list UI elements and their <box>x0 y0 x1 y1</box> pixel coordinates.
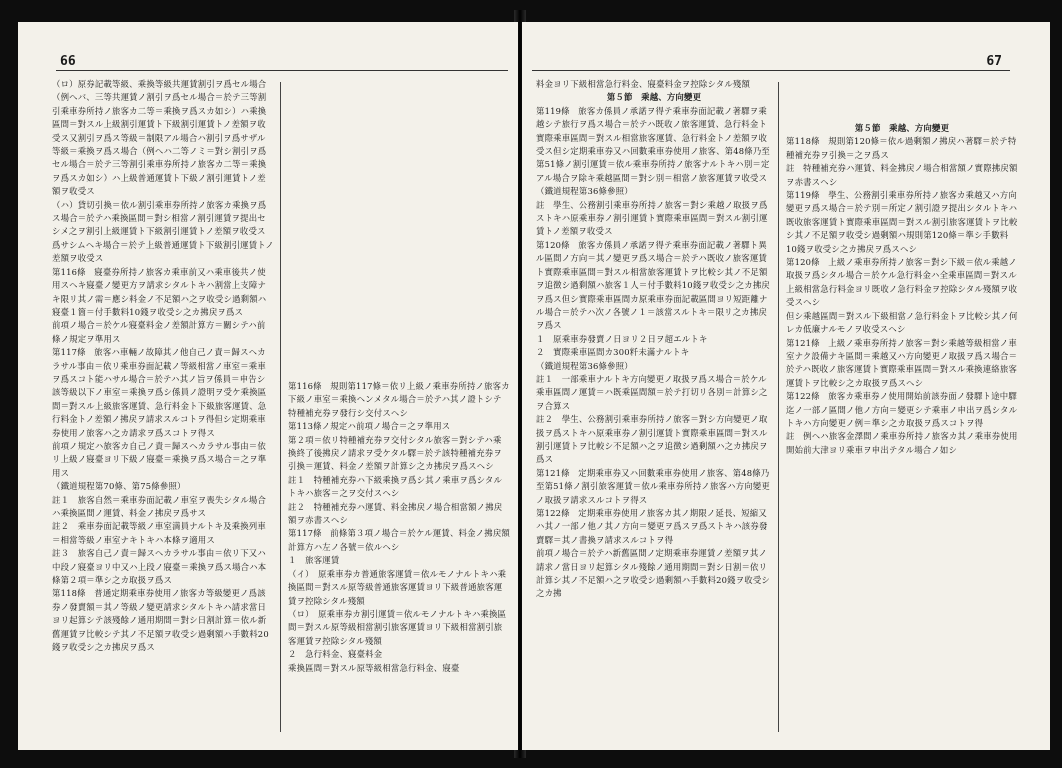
page-number: 67 <box>986 54 1002 69</box>
text-paragraph: 註１ 旅客自然＝乘車券面記載ノ車室ヲ喪失シタル場合ハ乘換區間ノ運賃、料金ノ拂戻ヲ爲サス <box>52 494 267 518</box>
text-paragraph: （鐵道規程第36條參照） <box>536 186 633 197</box>
text-paragraph: 第119條 學生、公務割引乘車券所持ノ旅客カ乘越又ハ方向變更ヲ爲ス場合＝於テ別＝所定ノ割引證ヲ提出シタルトキハ既收旅客運賃ト實際乘車區間＝對スル割引旅客運賃トヲ比較シ其ノ不足額ヲ收受シ過剰額ハ規則第120條＝準シ手數料10錢ヲ收受シ之カ拂戻ヲ爲スヘシ <box>786 190 1018 254</box>
text-paragraph: （ハ）貸切引換＝依ル割引乘車券所持ノ旅客カ乘換ヲ爲ス場合＝於テハ乘換區間＝對シ相當ノ割引運賃ヲ提出セシメ之ヲ割引上級運賃ト下級割引運賃トノ差額ヲ收受ス爲サシムヘキ場合＝於テ上級普通運賃ト下級割引運賃トノ差額ヲ收受ス <box>52 199 274 264</box>
section-heading: 第５節 乘越、方向變更 <box>606 92 702 103</box>
text-paragraph: 第117條 前條第３項ノ場合＝於ケル運賃、料金ノ拂戻額計算方ハ左ノ各號＝依ルヘシ <box>288 528 510 552</box>
text-paragraph: 第122條 定期乘車券使用ノ旅客カ其ノ期限ノ延長、短縮又ハ其ノ一部ノ他ノ其ノ方向＝變更ヲ爲スヲ爲ストキハ該券發賣驛＝其ノ書換ヲ請求スルコトヲ得 <box>536 508 768 545</box>
text-paragraph: 註１ 一部乘車ナルトキ方向變更ノ取扱ヲ爲ス場合＝於ケル乘車區間ノ運賃＝ハ既乘區間額＝於テ打切リ各別＝計算シ之ヲ合算ス <box>536 373 768 411</box>
right-column-a <box>536 78 772 601</box>
text-paragraph: 前項ノ場合＝於ケル寢臺料金ノ差額計算方＝關シテハ前條ノ規定ヲ準用ス <box>52 320 266 344</box>
text-paragraph: 料金ヨリ下級相當急行料金、寢臺料金ヲ控除シタル殘額 <box>536 79 751 89</box>
text-paragraph: 第116條 寢臺券所持ノ旅客カ乘車前又ハ乘車後共ノ使用スヘキ寢臺ノ變更方ヲ請求シタルトキハ割當上支障ナキ限リ其ノ需＝應シ料金ノ不足額ハ之ヲ收受シ過剩額ハ寢臺１箇＝付手數料10錢ヲ收受シ之カ拂戻ヲ爲ス <box>52 266 267 317</box>
text-paragraph: 註 學生、公務割引乘車券所持ノ旅客＝對シ乘越ノ取扱ヲ爲ストキハ原乘車券ノ割引運賃ト實際乘車區間＝對スル割引運賃トノ差額ヲ收受ス <box>536 199 768 237</box>
right-page <box>522 22 1050 750</box>
text-paragraph: １ 原乘車券發賣ノ日ヨリ２日ヲ超エルトキ <box>536 333 708 344</box>
text-paragraph: 第118條 規則第120條＝依ル過剰額ノ拂戻ハ著驛＝於テ特種補充券ヲ引換＝之ヲ爲ス <box>786 136 1017 160</box>
text-paragraph: 第120條 旅客カ係員ノ承諾ヲ得テ乘車券面記載ノ著驛ト異ル區間ノ方向＝其ノ變更ヲ爲ス場合＝於テハ既收ノ旅客運賃ト實際乘車區間＝對スル相當旅客運賃トヲ比較シ其ノ不足額ヲ追徴シ過剩額ハ旅客１人＝付手數料10錢ヲ收受シ之カ拂戻ヲ爲ス但シ實際乘車區間カ原乘車券面記載區間ヨリ短距離ナル場合＝於テハ次ノ各號ノ１＝該當スルトキ＝限リ之カ拂戻ヲ爲ス <box>536 239 771 331</box>
text-paragraph: 註３ 旅客自己ノ責＝歸スヘカラサル事由＝依リ下又ハ中段ノ寢臺ヨリ中又ハ上段ノ寢臺＝乘換ヲ爲ス場合ハ本條第２項＝準シ之カ取扱ヲ爲ス <box>52 548 267 586</box>
text-paragraph: 但シ乘越區間＝對スル下級相當ノ急行料金トヲ比較シ其ノ何レカ低廉ナルモノヲ收受スヘシ <box>786 310 1018 335</box>
text-paragraph: 乘換區間＝對スル原等級相當急行料金、寢臺 <box>288 662 460 673</box>
left-page <box>18 22 518 750</box>
column-divider <box>280 82 281 732</box>
text-paragraph: ２ 急行料金、寢臺料金 <box>288 649 383 660</box>
right-column-b <box>786 122 1018 457</box>
text-paragraph: 第113條ノ規定ハ前項ノ場合＝之ヲ準用ス <box>288 421 451 432</box>
text-paragraph: （鐵道規程第36條參照） <box>536 360 633 371</box>
text-paragraph: 註１ 特種補充券ハ下級乘換ヲ爲シ其ノ乘車ヲ爲シタルトキハ旅客＝之ヲ交付スヘシ <box>288 474 503 499</box>
section-heading: 第５節 乘越、方向變更 <box>854 123 950 133</box>
text-paragraph: 註２ 特種補充券ハ運賃、料金拂戻ノ場合相當額ノ拂戻額ヲ赤書スヘシ <box>288 501 503 526</box>
text-paragraph: （イ） 原乘車券カ普通旅客運賃＝依ルモノナルトキハ乘換區間＝對スル原等級普通旅客運賃ヨリ下級普通旅客運賃ヲ控除シタル殘額 <box>288 568 507 606</box>
text-paragraph: 註 例ヘハ旅客金澤間ノ乘車券所持ノ旅客カ其ノ乘車券使用開始前大津ヨリ乘車ヲ申出テタル場合ノ如シ <box>786 431 1018 455</box>
text-paragraph: 註２ 乘車券面記載等級ノ車室満員ナルトキ及乘換列車＝相當等級ノ車室ナキトキハ本條ヲ適用ス <box>52 521 266 545</box>
text-paragraph: ２ 實際乘車區間カ300粁未滿ナルトキ <box>536 347 690 358</box>
text-paragraph: （ロ）原券記載等級、乘換等級共運賃割引ヲ爲セル場合（例へバ、三等共運賃ノ割引ヲ爲セル場合＝於テ三等割引乘車券所持ノ旅客カ二等＝乘換ヲ爲スカ如シ）ハ乘換區間＝對スル上級割引運賃ト下級割引運賃トノ差額ヲ收受ス又割引ヲ爲ス等級＝制限アル場合ハ割引ヲ爲サザル等級＝乘換ヲ爲ス場合（例へハ二等ノミ＝對シ割引ヲ爲セル場合＝於テ三等割引乘車券所持ノ旅客カ二等＝乘換ヲ爲スカ如シ）ハ上級普通運賃ト下級ノ割引運賃トノ差額ヲ收受ス <box>52 79 267 197</box>
text-paragraph: 第119條 旅客カ係員ノ承諾ヲ得テ乘車券面記載ノ著驛ヲ乘越シテ旅行ヲ爲ス場合＝於テハ既收ノ旅客運賃、急行料金ト實際乘車區間＝對スル相當旅客運賃、急行料金トノ差額ヲ收受ス但シ定期乘車券又ハ回數乘車券使用ノ旅客、第48條乃至第51條ノ割引運賃＝依ル乘車券所持ノ旅客ナルトキハ別＝定アル場合ヲ除キ乘越區間＝對シ別＝相當ノ旅客運賃ヲ收受ス <box>536 105 771 183</box>
text-paragraph: （ロ） 原乘車券カ割引運賃＝依ルモノナルトキハ乘換區間＝對スル原等級相當割引旅客運賃ヨリ下級相當割引旅客運賃ヲ控除シタル殘額 <box>288 608 507 646</box>
text-paragraph: 註 特種補充券ハ運賃、料金拂戻ノ場合相當額ノ實際拂戻額ヲ赤書スヘシ <box>786 163 1018 187</box>
left-column-a <box>52 78 274 654</box>
text-paragraph: 第121條 上級ノ乘車券所持ノ旅客＝對シ乘越等級相當ノ車室ナク設備ナキ區間＝乘越又ハ方向變更ノ取扱ヲ爲ス場合＝於テハ既收ノ旅客運賃ト實際乘車區間＝對スル乘換連絡旅客運賃トヲ比較シ之カ取扱ヲ爲スヘシ <box>786 337 1018 388</box>
text-paragraph: 第116條 規則第117條＝依リ上級ノ乘車券所持ノ旅客カ下級ノ車室＝乘換ヘンメタル場合＝於テハ其ノ證トシテ特種補充券ヲ發行シ交付スヘシ <box>288 381 510 418</box>
text-paragraph: 第117條 旅客ハ車輛ノ故障其ノ他自己ノ責＝歸スヘカラサル事由＝依リ乘車券面記載ノ等級相當ノ車室＝乘車ヲ爲スコト能ハサル場合＝於テハ其ノ旨ヲ係員＝申告シ該等級以下ノ車室＝乘換ヲ爲シ係員ノ證明ヲ受ケ乘換區間＝對スル上級旅客運賃、急行料金ト下級旅客運賃、急行料金トノ差額ノ拂戻ヲ請求スルコトヲ得但シ定期乘車券使用ノ旅客ハ之カ請求ヲ爲スコトヲ得ス <box>52 347 267 438</box>
text-paragraph: （鐵道規程第70條、第75條參照） <box>52 481 186 492</box>
text-paragraph: 前項ノ場合＝於テハ新舊區間ノ定期乘車券運賃ノ差額ヲ其ノ請求ノ當日ヨリ起算シタル殘餘ノ通用期間＝對シ日割＝依リ計算シ其ノ不足額ハ之ヲ收受シ過剰額ハ手數料20錢ヲ收受シ之カ拂 <box>536 548 771 599</box>
header-rule <box>56 70 508 71</box>
text-paragraph: １ 旅客運賃 <box>288 555 340 566</box>
text-paragraph: 第２項＝依リ特種補充券ヲ交付シタル旅客＝對シテハ乘換終了後拂戻ノ請求ヲ受ケタル驛＝於テ該特種補充券ヲ引換＝運賃、料金ノ差額ヲ計算シ之カ拂戻ヲ爲スヘシ <box>288 434 502 472</box>
text-paragraph: 前項ノ規定ハ旅客カ自己ノ責＝歸スヘカラサル事由＝依リ上級ノ寢臺ヨリ下級ノ寢臺＝乘換ヲ爲ス場合＝之ヲ準用ス <box>52 440 267 478</box>
column-divider <box>778 82 779 732</box>
text-paragraph: 第120條 上級ノ乘車券所持ノ旅客＝對シ下級＝依ル乘越ノ取扱ヲ爲シタル場合＝於ケル急行料金ハ全乘車區間＝對スル上級相當急行料金ヨリ既收ノ急行料金ヲ控除シタル殘額ヲ收受スヘシ <box>786 257 1018 308</box>
header-rule <box>532 70 1010 71</box>
page-number: 66 <box>60 54 76 69</box>
left-column-b <box>288 380 510 675</box>
text-paragraph: 第118條 普通定期乘車券使用ノ旅客カ等級變更ノ爲該券ノ發賣額＝其ノ等級ノ變更請求シタルトキハ請求當日ヨリ起算シテ該殘餘ノ通用期間＝對シ日割計算＝依ル新舊運賃ヲ比較シテ其ノ不足額ヲ收受シ過剰額ハ手數料20錢ヲ收受シ之カ拂戻ヲ爲ス <box>52 588 269 653</box>
text-paragraph: 第121條 定期乘車券又ハ回數乘車券使用ノ旅客、第48條乃至第51條ノ割引旅客運賃＝依ル乘車券所持ノ旅客ハ方向變更ノ取扱ヲ請求スルコトヲ得ス <box>536 467 771 505</box>
text-paragraph: 第122條 旅客カ乘車券ノ使用開始前該券面ノ發驛ト途中驛迄ノ一部ノ區間ノ他ノ方向＝變更シテ乘車ノ申出ヲ爲シタルトキハ方向變更ノ例＝準シ之カ取扱ヲ爲スコトヲ得 <box>786 391 1018 428</box>
text-paragraph: 註２ 學生、公務割引乘車券所持ノ旅客＝對シ方向變更ノ取扱ヲ爲ストキハ原乘車券ノ割引運賃ト實際乘車區間＝對スル割引運賃トヲ比較シ不足額ハ之ヲ追徴シ過剰額ハ之カ拂戻ヲ爲ス <box>536 414 768 465</box>
